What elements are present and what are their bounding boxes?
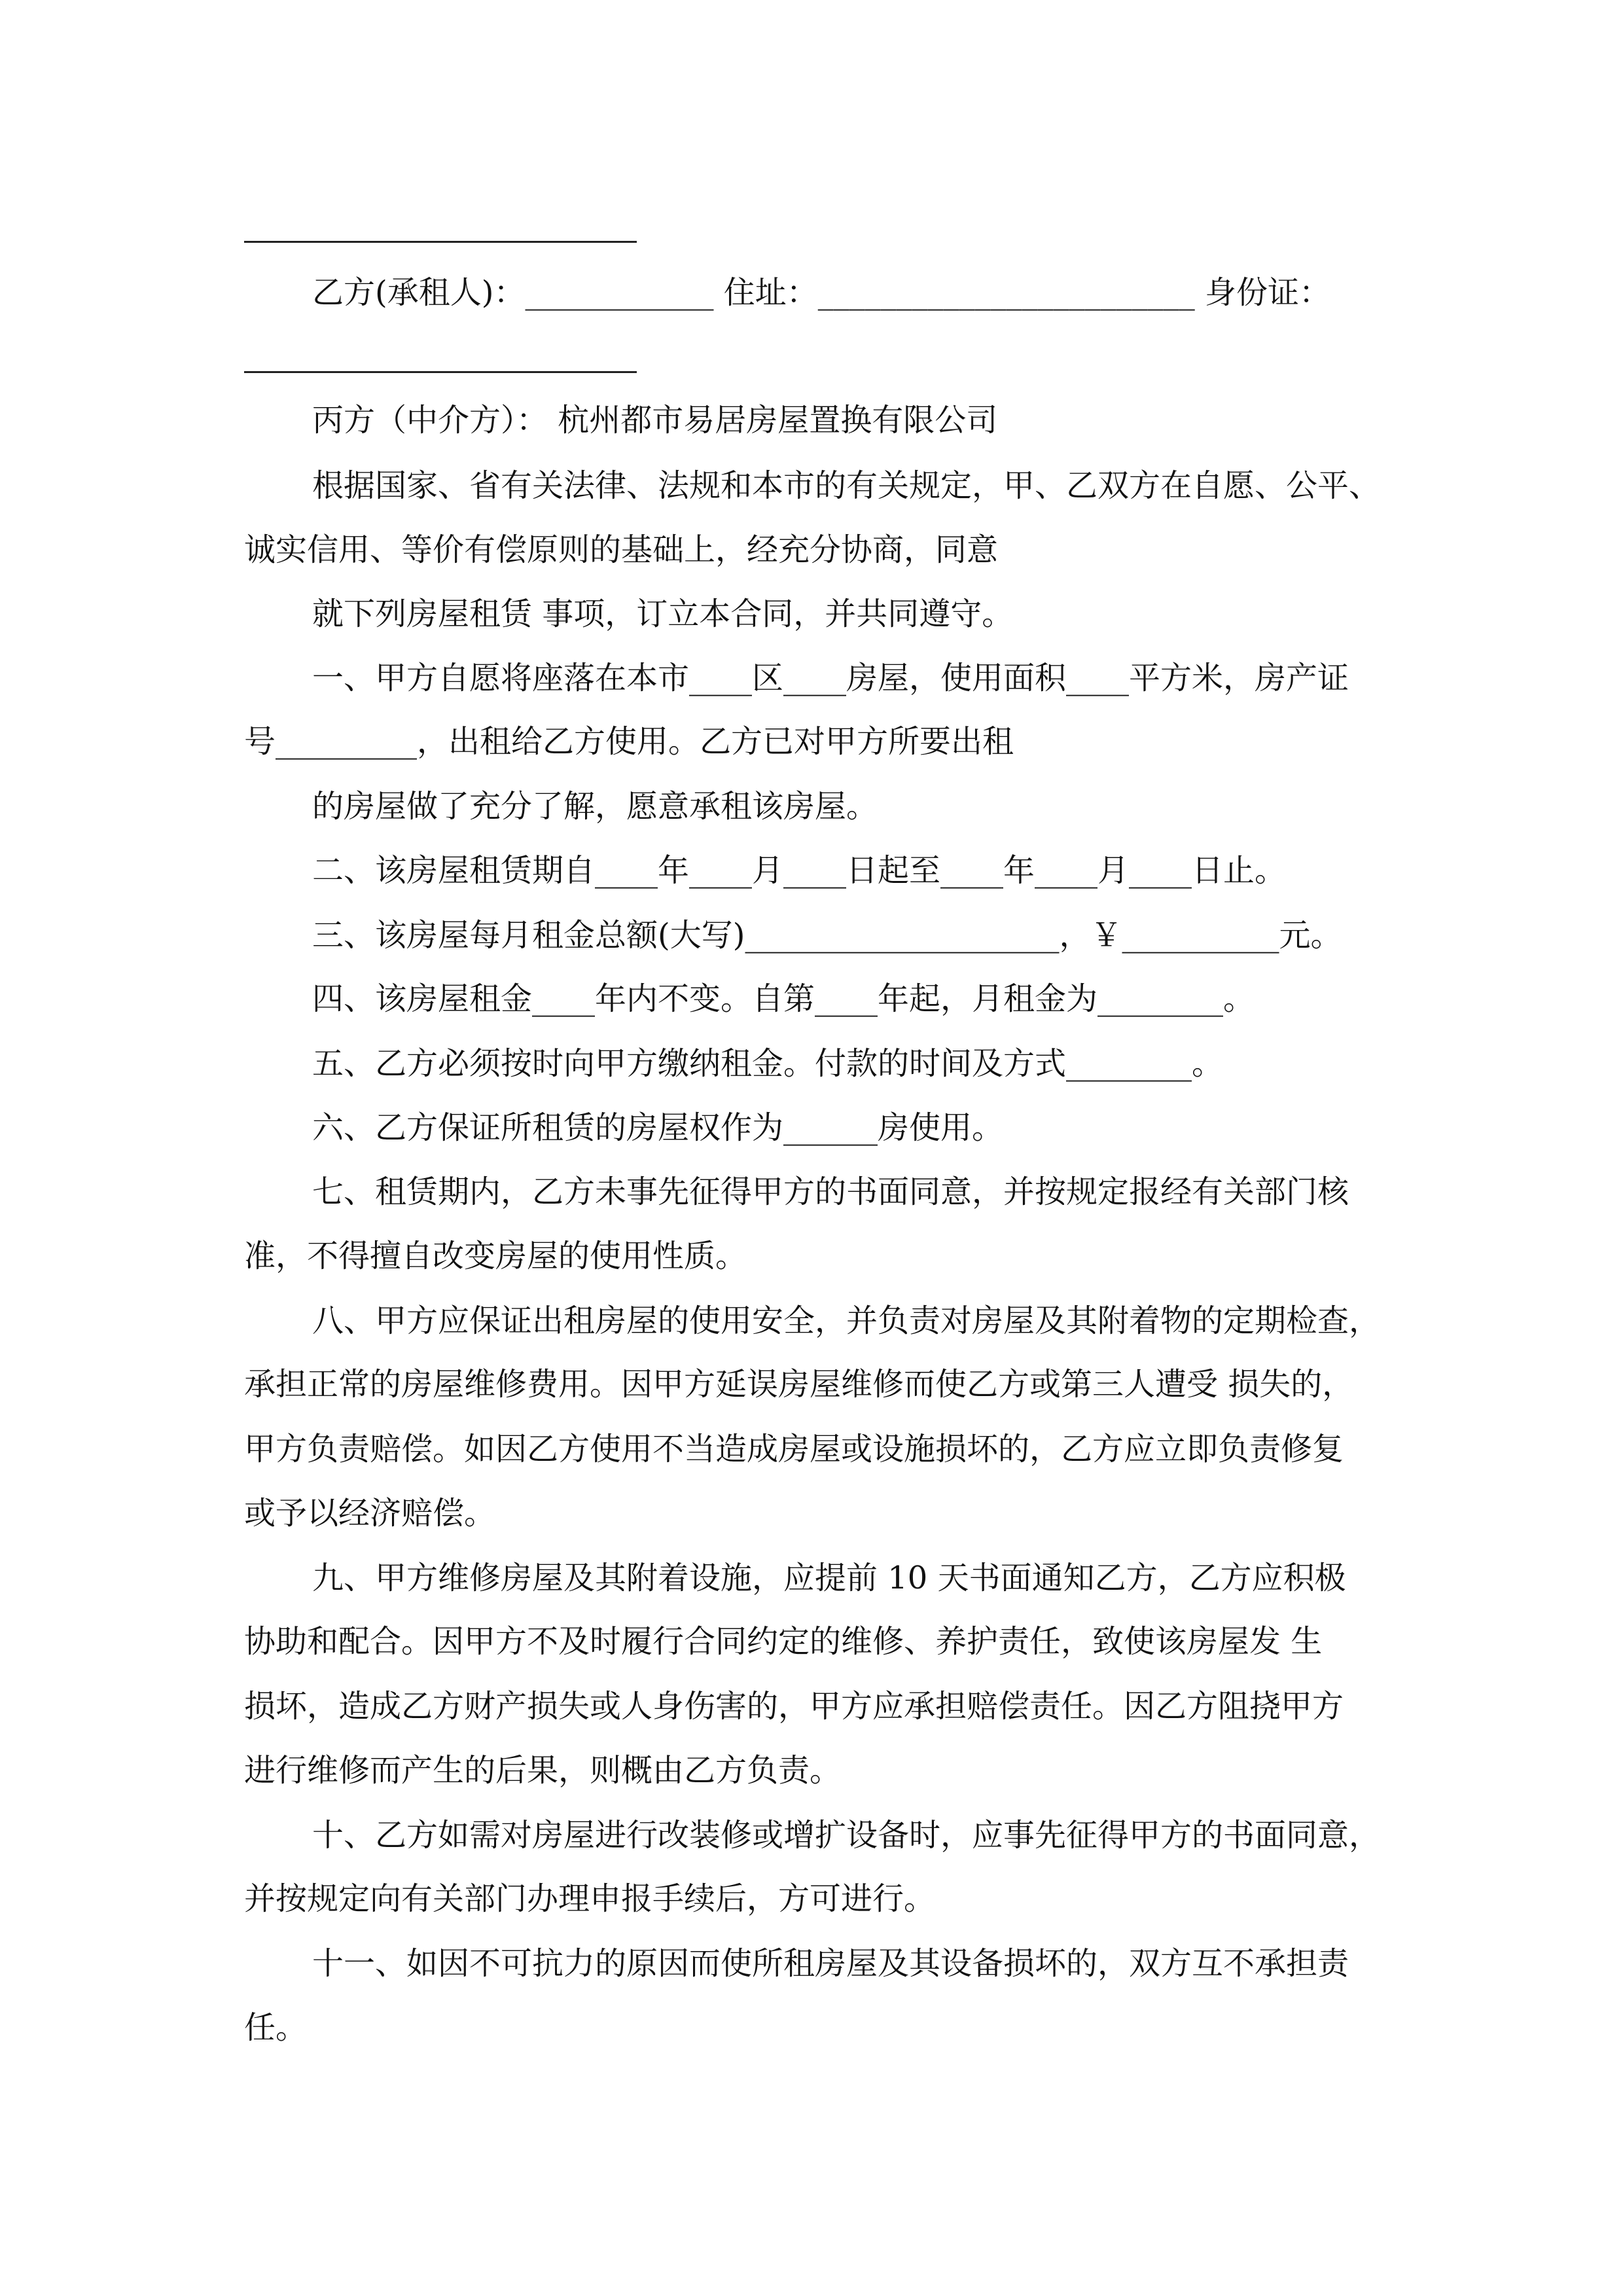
clause-8-line: 或予以经济赔偿。: [244, 1495, 496, 1532]
clause-7-line: 七、租赁期内，乙方未事先征得甲方的书面同意，并按规定报经有关部门核: [312, 1174, 1349, 1210]
clause-11-line: 十一、如因不可抗力的原因而使所租房屋及其设备损坏的，双方互不承担责: [312, 1945, 1349, 1982]
clause-9-line: 进行维修而产生的后果，则概由乙方负责。: [244, 1752, 842, 1789]
paragraph-line: 诚实信用、等价有偿原则的基础上，经充分协商，同意: [244, 531, 999, 568]
clause-2-line: 二、该房屋租赁期自____年____月____日起至____年____月____日止。: [312, 852, 1287, 889]
clause-9-line: 协助和配合。因甲方不及时履行合同约定的维修、养护责任，致使该房屋发 生: [244, 1623, 1323, 1660]
clause-9-line: 九、甲方维修房屋及其附着设施，应提前 10 天书面通知乙方，乙方应积极: [312, 1560, 1346, 1596]
clause-5-line: 五、乙方必须按时向甲方缴纳租金。付款的时间及方式________。: [312, 1045, 1224, 1082]
paragraph-line: 根据国家、省有关法律、法规和本市的有关规定，甲、乙双方在自愿、公平、: [312, 467, 1381, 504]
clause-8-line: 八、甲方应保证出租房屋的使用安全，并负责对房屋及其附着物的定期检查，: [312, 1302, 1381, 1339]
clause-8-line: 承担正常的房屋维修费用。因甲方延误房屋维修而使乙方或第三人遭受 损失的，: [244, 1366, 1354, 1403]
clause-1-line: 的房屋做了充分了解，愿意承租该房屋。: [312, 788, 878, 825]
clause-8-line: 甲方负责赔偿。如因乙方使用不当造成房屋或设施损坏的，乙方应立即负责修复: [244, 1431, 1344, 1467]
blank-line-id-number: [244, 371, 637, 373]
clause-1-line: 号_________，出租给乙方使用。乙方已对甲方所要出租: [244, 723, 1014, 760]
clause-6-line: 六、乙方保证所租赁的房屋权作为______房使用。: [312, 1109, 1004, 1146]
clause-1-line: 一、甲方自愿将座落在本市____区____房屋，使用面积____平方米，房产证: [312, 660, 1349, 696]
agency-line: 丙方（中介方）： 杭州都市易居房屋置换有限公司: [312, 402, 998, 439]
clause-10-line: 十、乙方如需对房屋进行改装修或增扩设备时，应事先征得甲方的书面同意，: [312, 1817, 1381, 1854]
clause-3-line: 三、该房屋每月租金总额(大写)____________________，￥__________元。: [312, 917, 1342, 954]
clause-7-line: 准，不得擅自改变房屋的使用性质。: [244, 1238, 747, 1274]
clause-10-line: 并按规定向有关部门办理申报手续后，方可进行。: [244, 1880, 936, 1917]
clause-9-line: 损坏，造成乙方财产损失或人身伤害的，甲方应承担赔偿责任。因乙方阻挠甲方: [244, 1688, 1344, 1725]
tenant-info-line: 乙方(承租人)：____________ 住址：________________________ 身份证：: [312, 274, 1330, 311]
paragraph-line: 就下列房屋租赁 事项，订立本合同，并共同遵守。: [312, 596, 1014, 632]
clause-11-line: 任。: [244, 2009, 308, 2046]
blank-line-top: [244, 241, 637, 243]
clause-4-line: 四、该房屋租金____年内不变。自第____年起，月租金为________。: [312, 980, 1255, 1017]
